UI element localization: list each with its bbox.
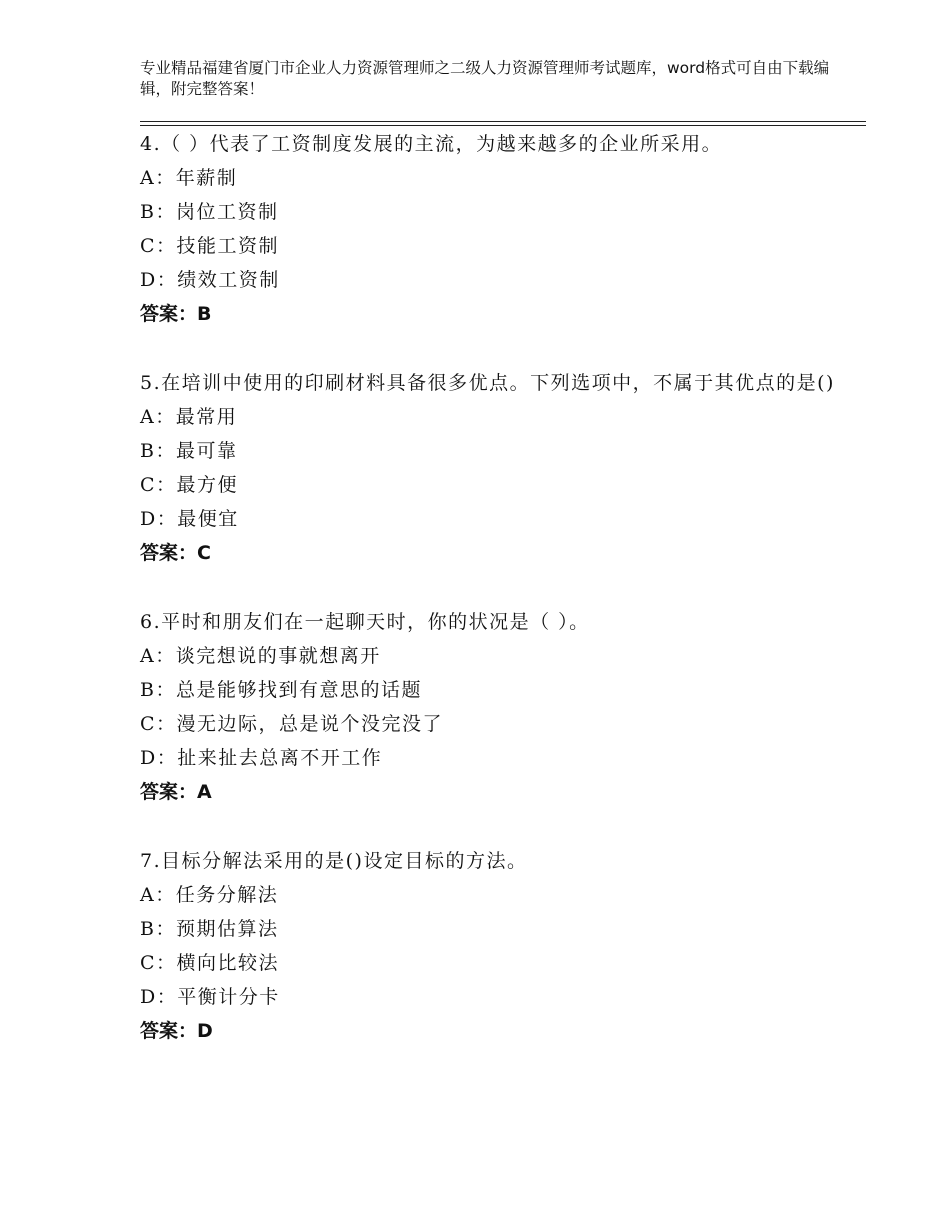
answer-label: 答案：C: [140, 542, 211, 564]
question-text: 5.在培训中使用的印刷材料具备很多优点。下列选项中，不属于其优点的是(): [140, 372, 835, 394]
option-a: A：任务分解法: [140, 884, 279, 906]
question-6: [140, 605, 840, 809]
option-d: D：平衡计分卡: [140, 986, 280, 1008]
question-5: [140, 366, 840, 570]
option-b: B：最可靠: [140, 440, 238, 462]
option-a: A：谈完想说的事就想离开: [140, 645, 381, 667]
option-b: B：预期估算法: [140, 918, 279, 940]
question-text: 7.目标分解法采用的是()设定目标的方法。: [140, 850, 528, 872]
document-header: 专业精品福建省厦门市企业人力资源管理师之二级人力资源管理师考试题库，word格式可自由下载编辑，附完整答案！: [140, 59, 830, 98]
option-c: C：横向比较法: [140, 952, 280, 974]
option-b: B：总是能够找到有意思的话题: [140, 679, 422, 701]
option-a: A：年薪制: [140, 167, 238, 189]
answer-label: 答案：A: [140, 781, 212, 803]
question-7: [140, 844, 840, 1048]
option-d: D：最便宜: [140, 508, 239, 530]
option-b: B：岗位工资制: [140, 201, 279, 223]
question-list: [140, 127, 840, 1048]
question-text: 4.（ ）代表了工资制度发展的主流，为越来越多的企业所采用。: [140, 133, 723, 155]
question-4: [140, 127, 840, 331]
option-d: D：绩效工资制: [140, 269, 280, 291]
header-rule-top: [140, 121, 866, 122]
option-d: D：扯来扯去总离不开工作: [140, 747, 383, 769]
answer-label: 答案：D: [140, 1020, 213, 1042]
option-c: C：技能工资制: [140, 235, 280, 257]
spacer: [140, 331, 840, 366]
spacer: [140, 570, 840, 605]
spacer: [140, 809, 840, 844]
header-rule-bottom: [140, 125, 866, 126]
option-c: C：最方便: [140, 474, 239, 496]
option-a: A：最常用: [140, 406, 238, 428]
option-c: C：漫无边际，总是说个没完没了: [140, 713, 444, 735]
question-text: 6.平时和朋友们在一起聊天时，你的状况是（ ）。: [140, 611, 590, 633]
answer-label: 答案：B: [140, 303, 212, 325]
